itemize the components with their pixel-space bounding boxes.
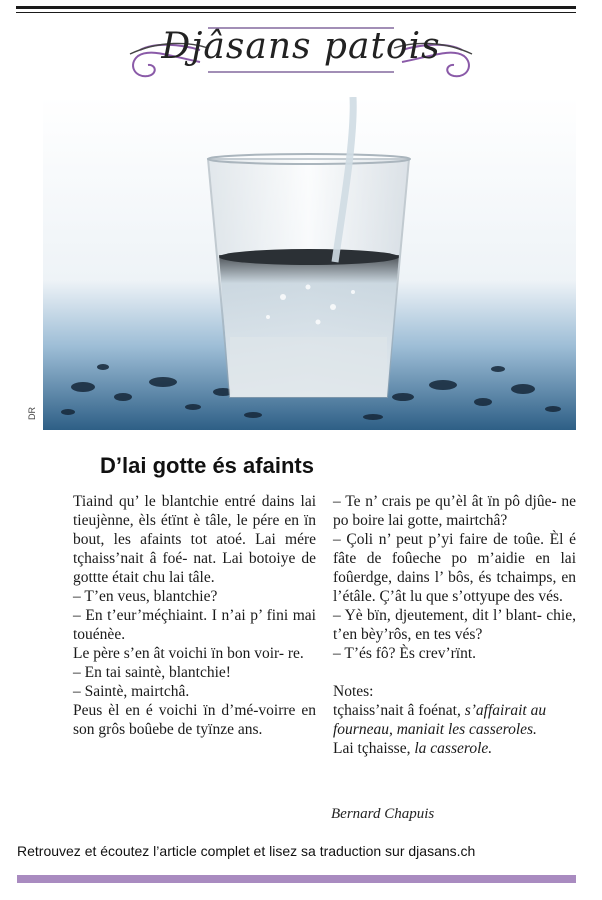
- paragraph: Le père s’en ât voichi ïn bon voir- re.: [73, 645, 304, 662]
- note-1: [333, 701, 576, 739]
- footer-link-text[interactable]: Retrouvez et écoutez l’article complet et lisez sa traduction sur djasans.ch: [17, 843, 476, 859]
- article-column-right: [333, 492, 576, 758]
- note-1-word: tçhaiss’nait â foénat,: [333, 702, 461, 719]
- masthead: [0, 20, 602, 90]
- top-rule-thick: [16, 6, 576, 9]
- paragraph: – En t’eur’méçhiaint. I n’ai p’ fini mai touénèe.: [73, 607, 316, 643]
- article-headline: D’lai gotte és afaints: [100, 453, 314, 478]
- note-2: [333, 739, 576, 758]
- note-2-word: Lai tçhaisse,: [333, 740, 411, 757]
- bottom-bar: [17, 875, 576, 883]
- paragraph: Tiaind qu’ le blantchie entré dains lai tieujènne, èls étïnt è tâle, le pére en ïn bout, les afaints tot atoé. Lai mére tçhaiss’nait â foé- nat. Lai botoiye de gottte était chu lai tâle.: [73, 493, 316, 586]
- paragraph: – Saintè, mairtchâ.: [73, 683, 190, 700]
- photo-credit: DR: [27, 407, 37, 420]
- top-rule-thin: [16, 12, 576, 13]
- paragraph: – Çoli n’ peut p’yi faire de toûe. Èl é fâte de foûeche po m’aidie en lai foûerdge, dains l’ bôs, és tchaimps, en l’étâle. Ç’ât lu que s’ottyupe des vés.: [333, 531, 576, 605]
- notes-label: Notes:: [333, 683, 374, 700]
- note-2-translation: la casserole.: [414, 740, 493, 757]
- glass-of-water-photo: [43, 97, 576, 430]
- paragraph: – T’en veus, blantchie?: [73, 588, 218, 605]
- paragraph: – T’és fô? Ès crev’rïnt.: [333, 645, 477, 662]
- paragraph: – En tai saintè, blantchie!: [73, 664, 231, 681]
- paragraph: – Yè bïn, djeutement, dit l’ blant- chie, t’en bèy’rôs, en tes vés?: [333, 607, 576, 643]
- paragraph: Peus èl en é voichi ïn d’mé-voirre en son grôs boûebe de tyïnze ans.: [73, 702, 316, 738]
- author-signature: Bernard Chapuis: [331, 806, 435, 822]
- note-1-translation: s’affairait au fourneau, maniait les casseroles.: [333, 702, 547, 738]
- article-column-left: [73, 492, 316, 739]
- paragraph: – Te n’ crais pe qu’èl ât ïn pô djûe- ne po boire lai gotte, mairtchâ?: [333, 493, 576, 529]
- masthead-title: Djâsans patois: [161, 26, 441, 67]
